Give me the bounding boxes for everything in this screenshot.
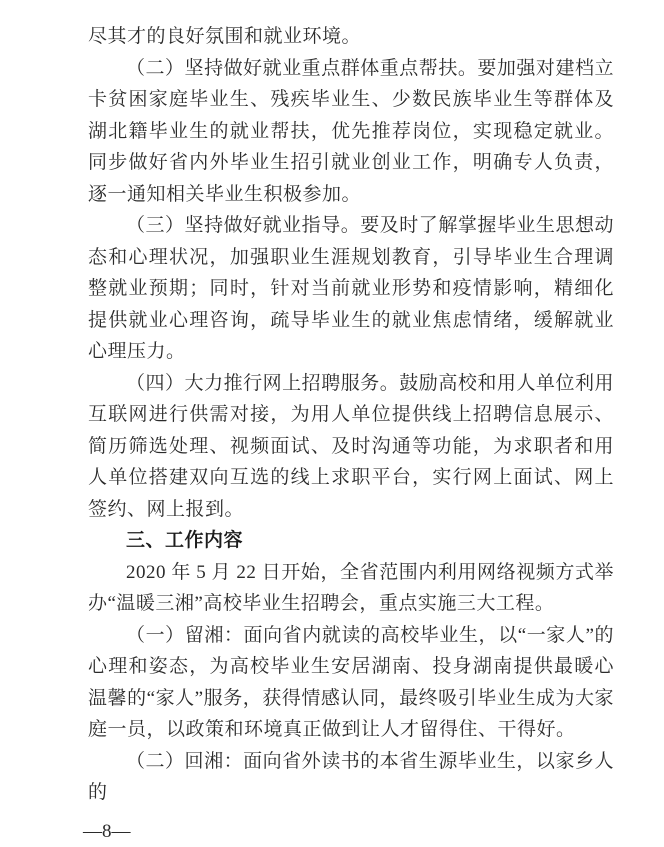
section-heading-work-content: 三、工作内容 [88, 525, 614, 557]
page-number: —8— [83, 816, 614, 847]
paragraph-item-3-employment-guidance: （三）坚持做好就业指导。要及时了解掌握毕业生思想动态和心理状况，加强职业生涯规划教育，引导毕业生合理调整就业预期；同时，针对当前就业形势和疫情影响，精细化提供就业心理咨询，疏导毕业生的就业焦虑情绪，缓解就业心理压力。 [88, 210, 614, 368]
paragraph-item-2-key-group-support: （二）坚持做好就业重点群体重点帮扶。要加强对建档立卡贫困家庭毕业生、残疾毕业生、少数民族毕业生等群体及湖北籍毕业生的就业帮扶，优先推荐岗位，实现稳定就业。同步做好省内外毕业生招引就业创业工作，明确专人负责，逐一通知相关毕业生积极参加。 [88, 53, 614, 211]
paragraph-continuation: 尽其才的良好氛围和就业环境。 [88, 21, 614, 53]
paragraph-item-2-return-to-hunan: （二）回湘：面向省外读书的本省生源毕业生，以家乡人的 [88, 746, 614, 809]
paragraph-item-1-stay-in-hunan: （一）留湘：面向省内就读的高校毕业生，以“一家人”的心理和姿态，为高校毕业生安居湖南、投身湖南提供最暖心温馨的“家人”服务，获得情感认同，最终吸引毕业生成为大家庭一员，以政策和环境真正做到让人才留得住、干得好。 [88, 620, 614, 746]
document-body [88, 21, 614, 809]
paragraph-item-4-online-recruitment: （四）大力推行网上招聘服务。鼓励高校和用人单位利用互联网进行供需对接，为用人单位提供线上招聘信息展示、简历筛选处理、视频面试、及时沟通等功能，为求职者和用人单位搭建双向互选的线上求职平台，实行网上面试、网上签约、网上报到。 [88, 368, 614, 526]
paragraph-schedule-overview: 2020 年 5 月 22 日开始，全省范围内利用网络视频方式举办“温暖三湘”高校毕业生招聘会，重点实施三大工程。 [88, 557, 614, 620]
